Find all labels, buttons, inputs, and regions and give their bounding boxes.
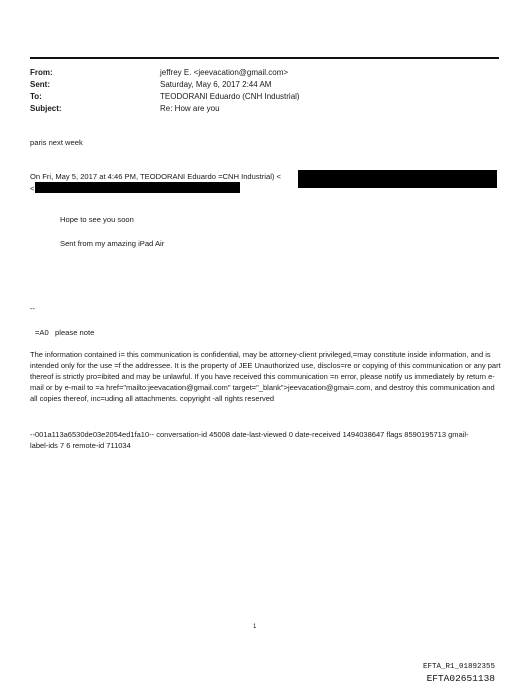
page-number: 1 (253, 624, 257, 630)
signature-separator: -- (30, 304, 36, 313)
from-value: jeffrey E. <jeevacation@gmail.com> (160, 68, 289, 77)
bates-number-internal: EFTA_R1_01892355 (422, 663, 495, 671)
header-rule (30, 57, 499, 59)
from-label: From: (30, 68, 53, 77)
quote-header-line: On Fri, May 5, 2017 at 4:46 PM, TEODORANI Eduardo =CNH Industrial) < (30, 172, 281, 181)
sent-label: Sent: (30, 80, 50, 89)
to-value: TEODORANI Eduardo (CNH Industrial) (160, 92, 300, 101)
to-label: To: (30, 92, 42, 101)
subject-value: Re: How are you (160, 104, 220, 113)
confidentiality-disclaimer: The information contained i= this communication is confidential, may be attorney-client privileged,=may constitute inside information, and is intended only for the use =f the addressee. It is the property of JEE Unauthorized use, disclos=re or copying of this communication or any part thereof is strictly pro=ibited and may be unlawful. If you have received this communication =n error, please notify us immediately by return e-mail or by e-mail to =a href="mailto:jeevacation@gmail.com" target="_blank">jeevacation@gmai=.com, and destroy this communication and all copies thereof, inc=uding all attachments. copyright -all rights reserved (30, 350, 501, 403)
message-metadata: --001a113a6530de03e2054ed1fa10-- conversation-id 45008 date-last-viewed 0 date-received 1494038647 flags 8590195713 gmail-label-ids 7 6 remote-id 711034 (30, 430, 469, 450)
quoted-line: Hope to see you soon (60, 215, 134, 224)
redaction-bar (35, 182, 240, 193)
reply-text: paris next week (30, 138, 83, 147)
redaction-bar (298, 170, 497, 188)
quote-header-line-2: < (30, 184, 35, 193)
subject-label: Subject: (30, 104, 62, 113)
quoted-line: Sent from my amazing iPad Air (60, 239, 165, 248)
sent-value: Saturday, May 6, 2017 2:44 AM (160, 80, 272, 89)
bates-number: EFTA02651138 (426, 673, 495, 684)
note-line: =A0 please note (35, 328, 95, 337)
